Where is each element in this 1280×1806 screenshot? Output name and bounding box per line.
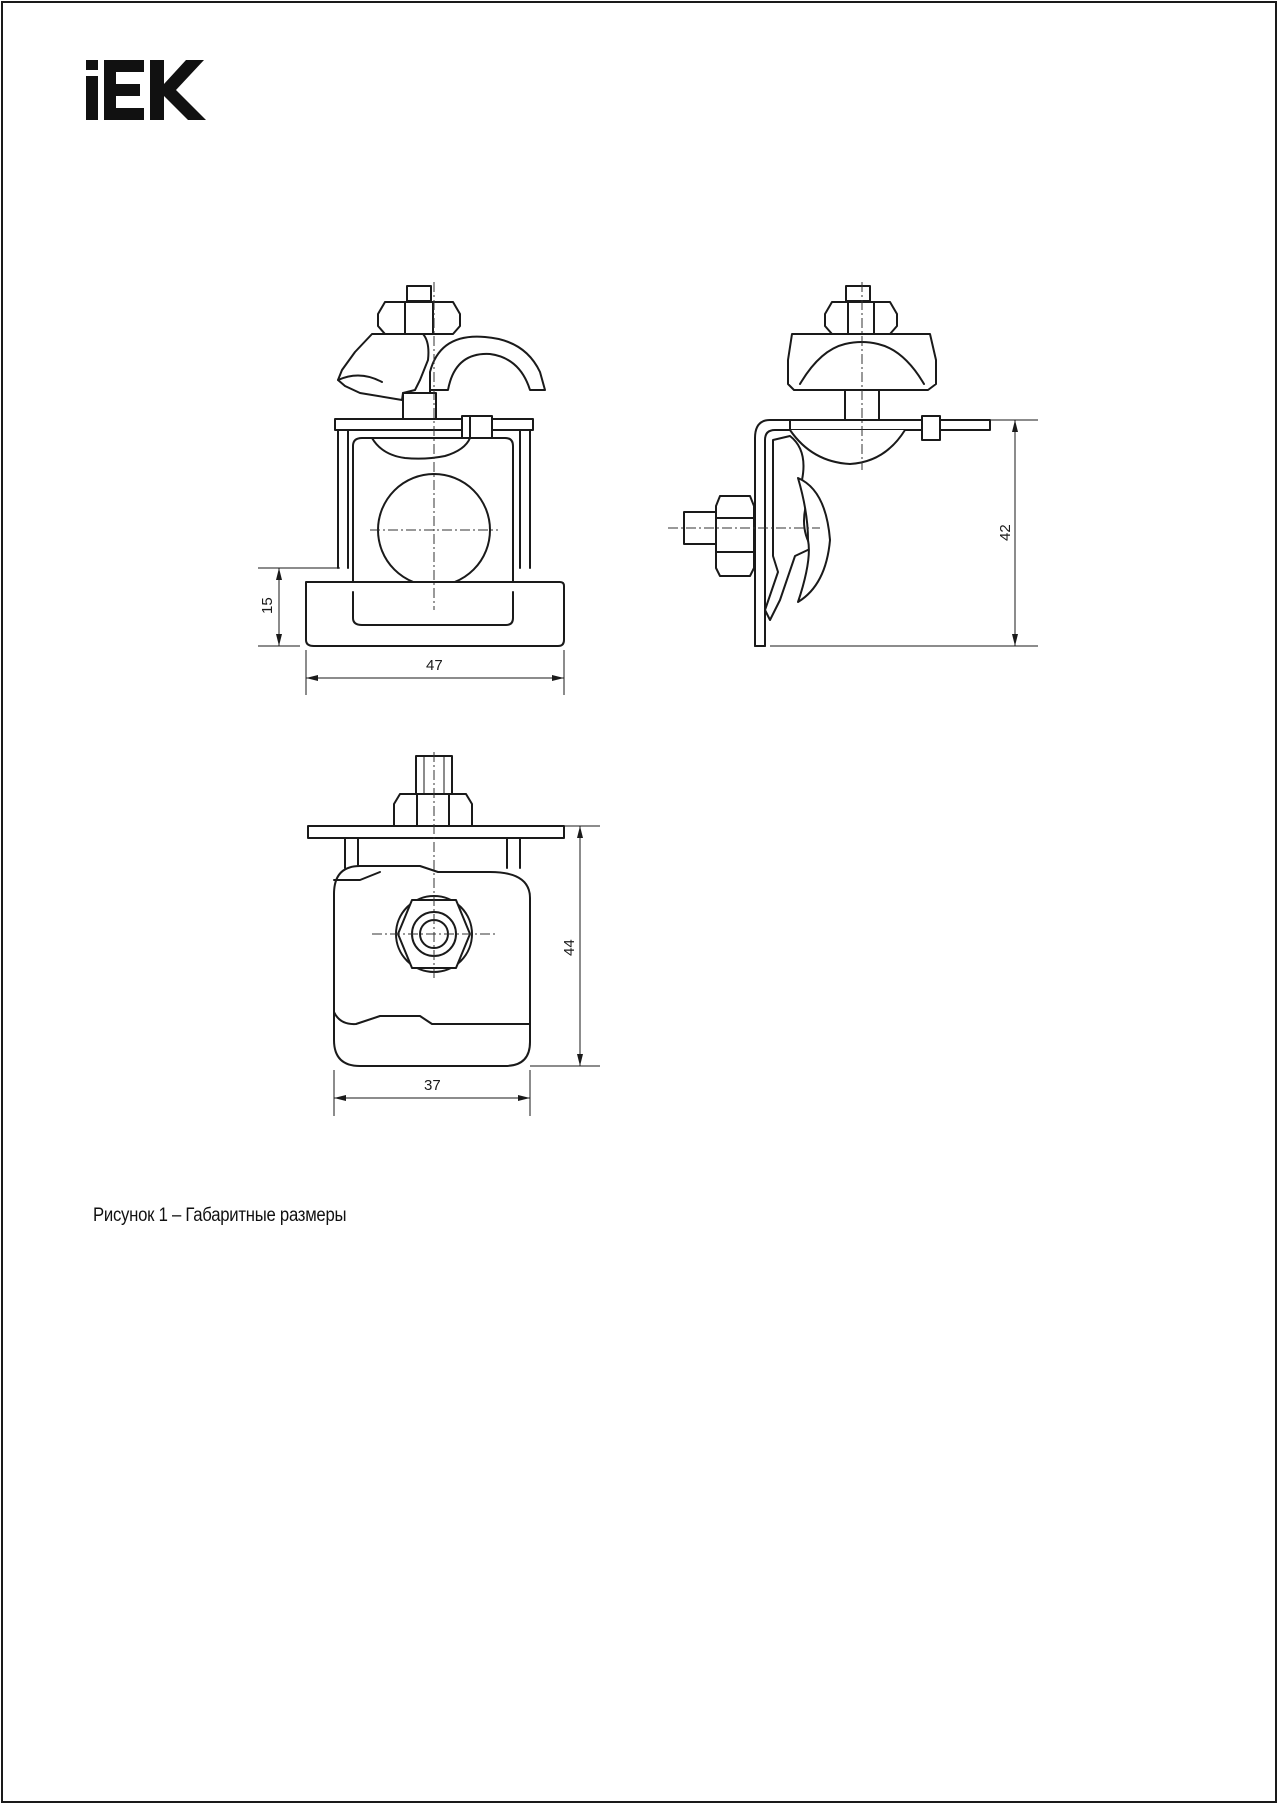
- dim-width-front: 47: [426, 657, 443, 674]
- dim-height-bottom: 44: [561, 939, 578, 956]
- dim-height-front: 15: [259, 597, 276, 614]
- dim-height-bottom-group: [530, 826, 600, 1066]
- dim-width-bottom: 37: [424, 1077, 441, 1094]
- bottom-view: [308, 752, 564, 1066]
- dim-width-front-group: [306, 650, 564, 695]
- dim-width-bottom-group: [334, 1070, 530, 1116]
- figure-caption: Рисунок 1 – Габаритные размеры: [93, 1205, 347, 1226]
- front-view: [306, 282, 564, 646]
- side-view: [668, 282, 990, 646]
- dim-height-side: 42: [997, 524, 1014, 541]
